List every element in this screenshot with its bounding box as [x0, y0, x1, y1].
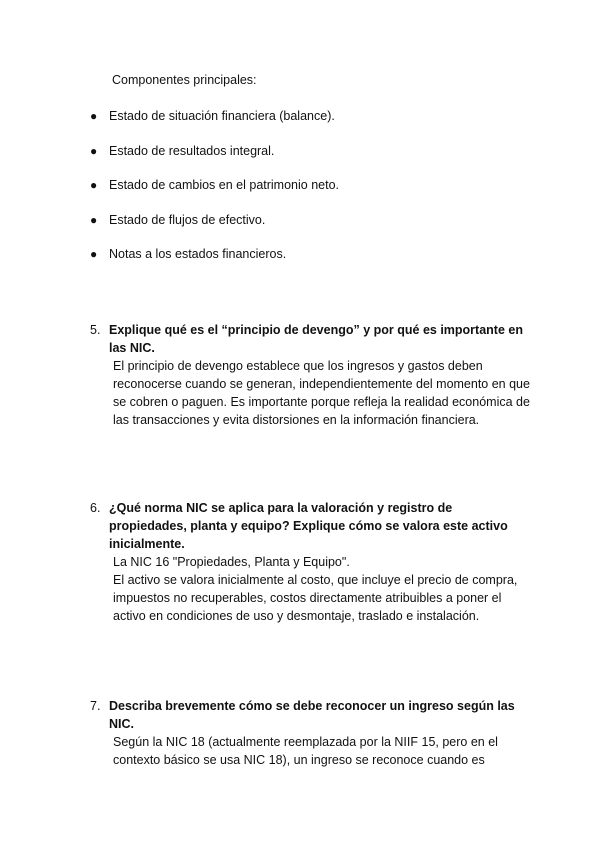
question-title: ¿Qué norma NIC se aplica para la valoración y registro de propiedades, planta y equipo? Explique cómo se valora este activo inicialmente. — [109, 501, 508, 551]
list-item-text: Estado de cambios en el patrimonio neto. — [109, 178, 339, 192]
bullet-icon: ● — [90, 109, 98, 123]
answer-text: El principio de devengo establece que los ingresos y gastos deben reconocerse cuando se generan, independientemente del momento en que se cobren o paguen. Es importante porque refleja la realidad económica de las transacciones y evita distorsiones en la información financiera. — [113, 359, 530, 427]
list-item — [90, 211, 530, 229]
list-item-text: Estado de situación financiera (balance). — [109, 109, 335, 123]
bullet-icon: ● — [90, 178, 98, 192]
bullet-icon: ● — [90, 247, 98, 261]
components-list — [90, 107, 530, 280]
list-item-text: Notas a los estados financieros. — [109, 247, 287, 261]
question-7 — [90, 697, 530, 769]
answer-text: La NIC 16 "Propiedades, Planta y Equipo". — [113, 555, 350, 569]
bullet-icon: ● — [90, 143, 98, 158]
question-6 — [90, 499, 530, 625]
list-item — [90, 142, 530, 160]
list-item — [90, 245, 530, 263]
question-title: Explique qué es el “principio de devengo” y por qué es importante en las NIC. — [109, 323, 523, 355]
list-item-text: Estado de resultados integral. — [109, 143, 275, 158]
answer-text: El activo se valora inicialmente al costo, que incluye el precio de compra, impuestos no recuperables, costos directamente atribuibles a poner el activo en condiciones de uso y desmontaje, traslado e instalación. — [113, 573, 518, 623]
question-title: Describa brevemente cómo se debe reconocer un ingreso según las NIC. — [109, 699, 515, 731]
intro-label: Componentes principales: — [112, 73, 257, 87]
list-item — [90, 176, 530, 194]
question-number: 7. — [90, 699, 101, 713]
question-number: 5. — [90, 323, 101, 337]
bullet-icon: ● — [90, 212, 98, 227]
answer-text: Según la NIC 18 (actualmente reemplazada por la NIIF 15, pero en el contexto básico se usa NIC 18), un ingreso se reconoce cuando es — [113, 735, 498, 767]
list-item-text: Estado de flujos de efectivo. — [109, 212, 266, 227]
question-number: 6. — [90, 501, 101, 515]
list-item — [90, 107, 530, 125]
question-5 — [90, 321, 530, 429]
